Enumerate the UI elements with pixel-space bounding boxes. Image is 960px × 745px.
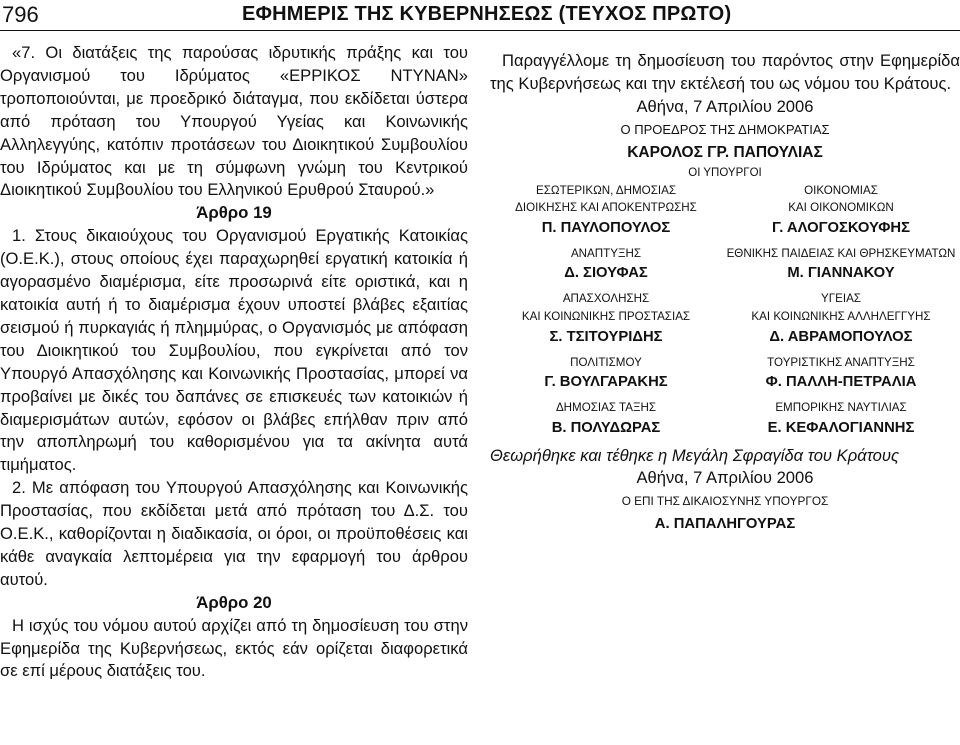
date-sealed: Αθήνα, 7 Απριλίου 2006: [636, 468, 814, 488]
seal-note: Θεωρήθηκε και τέθηκε η Μεγάλη Σφραγίδα του Κράτους: [490, 445, 900, 465]
journal-title: ΕΦΗΜΕΡΙΣ ΤΗΣ ΚΥΒΕΡΝΗΣΕΩΣ (ΤΕΥΧΟΣ ΠΡΩΤΟ): [242, 3, 732, 25]
article-19-paragraph-2: 2. Με απόφαση του Υπουργού Απασχόλησης και Κοινωνικής Προστασίας, που εκδίδεται μετά από πρόταση του Δ.Σ. του Ο.Ε.Κ., καθορίζονται η διαδικασία, οι όροι, οι προϋποθέσεις και κάθε αναγκαία λεπτομέρεια για την εφαρμογή του άρθρου αυτού.: [0, 478, 468, 589]
minister-title: ΑΠΑΣΧΟΛΗΣΗΣ: [562, 292, 650, 306]
minister-title: ΟΙΚΟΝΟΜΙΑΣ: [804, 183, 878, 197]
justice-minister-title: Ο ΕΠΙ ΤΗΣ ΔΙΚΑΙΟΣΥΝΗΣ ΥΠΟΥΡΓΟΣ: [621, 494, 829, 508]
article-20-heading: Άρθρο 20: [196, 592, 272, 612]
minister-name: Μ. ΓΙΑΝΝΑΚΟΥ: [787, 265, 895, 282]
page-header: [0, 0, 960, 31]
minister-title: ΔΙΟΙΚΗΣΗΣ ΚΑΙ ΑΠΟΚΕΝΤΡΩΣΗΣ: [515, 201, 697, 215]
minister-name: Γ. ΑΛΟΓΟΣΚΟΥΦΗΣ: [771, 219, 910, 236]
left-column: [0, 42, 468, 683]
minister-title: ΚΑΙ ΚΟΙΝΩΝΙΚΗΣ ΠΡΟΣΤΑΣΙΑΣ: [521, 309, 691, 323]
right-column: [490, 50, 960, 536]
minister-title: ΕΘΝΙΚΗΣ ΠΑΙΔΕΙΑΣ ΚΑΙ ΘΡΗΣΚΕΥΜΑΤΩΝ: [726, 246, 956, 260]
minister-entry: [490, 245, 722, 291]
president-title: Ο ΠΡΟΕΔΡΟΣ ΤΗΣ ΔΗΜΟΚΡΑΤΙΑΣ: [620, 121, 830, 137]
minister-title: ΔΗΜΟΣΙΑΣ ΤΑΞΗΣ: [555, 401, 657, 415]
publication-order: Παραγγέλλομε τη δημοσίευση του παρόντος στην Εφημερίδα της Κυβερνήσεως και την εκτέλεσή του ως νόμου του Κράτους.: [490, 51, 960, 93]
minister-entry: [722, 399, 960, 445]
minister-name: Γ. ΒΟΥΛΓΑΡΑΚΗΣ: [544, 374, 668, 391]
minister-name: Δ. ΣΙΟΥΦΑΣ: [564, 265, 648, 282]
minister-name: Φ. ΠΑΛΛΗ-ΠΕΤΡΑΛΙΑ: [765, 374, 917, 391]
page-number: 796: [2, 2, 39, 27]
minister-name: Ε. ΚΕΦΑΛΟΓΙΑΝΝΗΣ: [767, 419, 915, 436]
minister-title: ΤΟΥΡΙΣΤΙΚΗΣ ΑΝΑΠΤΥΞΗΣ: [767, 355, 915, 369]
minister-name: Δ. ΑΒΡΑΜΟΠΟΥΛΟΣ: [769, 328, 913, 345]
minister-entry: [490, 290, 722, 353]
minister-entry: [490, 399, 722, 445]
quote-paragraph: «7. Οι διατάξεις της παρούσας ιδρυτικής πράξης και του Οργανισμού του Ιδρύματος «ΕΡΡΙΚΟΣ ΝΤΥΝΑΝ» τροποποιούνται, με προεδρικό διάταγμα, που εκδίδεται ύστερα από πρόταση του Υπουργού Υγείας και Κοινωνικής Αλληλεγγύης, κατόπιν προτάσεων του Διοικητικού Συμβουλίου του Ιδρύματος και με τη σύμφωνη γνώμη του Κεντρικού Διοικητικού Συμβουλίου του Ελληνικού Ερυθρού Σταυρού.»: [0, 43, 468, 200]
minister-title: ΕΣΩΤΕΡΙΚΩΝ, ΔΗΜΟΣΙΑΣ: [536, 183, 676, 197]
minister-entry: [722, 354, 960, 400]
minister-title: ΑΝΑΠΤΥΞΗΣ: [570, 246, 642, 260]
minister-name: Σ. ΤΣΙΤΟΥΡΙΔΗΣ: [549, 328, 663, 345]
minister-entry: [490, 182, 722, 245]
minister-title: ΥΓΕΙΑΣ: [821, 292, 861, 306]
minister-title: ΠΟΛΙΤΙΣΜΟΥ: [570, 355, 642, 369]
ministers-grid: [490, 182, 960, 445]
minister-entry: [722, 182, 960, 245]
justice-minister-name: Α. ΠΑΠΑΛΗΓΟΥΡΑΣ: [654, 515, 796, 532]
date-signed: Αθήνα, 7 Απριλίου 2006: [636, 96, 814, 116]
minister-name: Π. ΠΑΥΛΟΠΟΥΛΟΣ: [541, 219, 671, 236]
minister-entry: [490, 354, 722, 400]
minister-entry: [722, 290, 960, 353]
minister-title: ΚΑΙ ΚΟΙΝΩΝΙΚΗΣ ΑΛΛΗΛΕΓΓΥΗΣ: [751, 309, 931, 323]
article-19-heading: Άρθρο 19: [196, 203, 272, 223]
article-19-paragraph-1: 1. Στους δικαιούχους του Οργανισμού Εργατικής Κατοικίας (Ο.Ε.Κ.), στους οποίους έχει παραχωρηθεί εργατική κατοικία ή αγορασμένο διαμέρισμα, είτε προσωρινά είτε οριστικά, και η κατοικία αυτή ή το διαμέρισμα έχουν υποστεί βλάβες εξαιτίας σεισμού ή πυρκαγιάς ή πλημμύρας, ο Οργανισμός με απόφαση του Διοικητικού του Συμβουλίου, που εγκρίνεται από τον Υπουργό Απασχόλησης και Κοινωνικής Προστασίας, μπορεί να προβαίνει με δικές του δαπάνες σε επισκευές των κατοικιών ή διαμερισμάτων αυτών, εφόσον οι βλάβες επήλθαν πριν από την αποπληρωμή του καθορισμένου για τα ακίνητα αυτά τιμήματος.: [0, 226, 468, 475]
minister-entry: [722, 245, 960, 291]
ministers-label: ΟΙ ΥΠΟΥΡΓΟΙ: [688, 166, 762, 179]
minister-title: ΕΜΠΟΡΙΚΗΣ ΝΑΥΤΙΛΙΑΣ: [775, 401, 907, 415]
president-name: ΚΑΡΟΛΟΣ ΓΡ. ΠΑΠΟΥΛΙΑΣ: [627, 143, 823, 161]
minister-title: ΚΑΙ ΟΙΚΟΝΟΜΙΚΩΝ: [788, 201, 894, 215]
minister-name: Β. ΠΟΛΥΔΩΡΑΣ: [551, 419, 661, 436]
article-20-paragraph: Η ισχύς του νόμου αυτού αρχίζει από τη δημοσίευση του στην Εφημερίδα της Κυβερνήσεως, εκτός εάν ορίζεται διαφορετικά σε επί μέρους διατάξεις του.: [0, 615, 468, 681]
